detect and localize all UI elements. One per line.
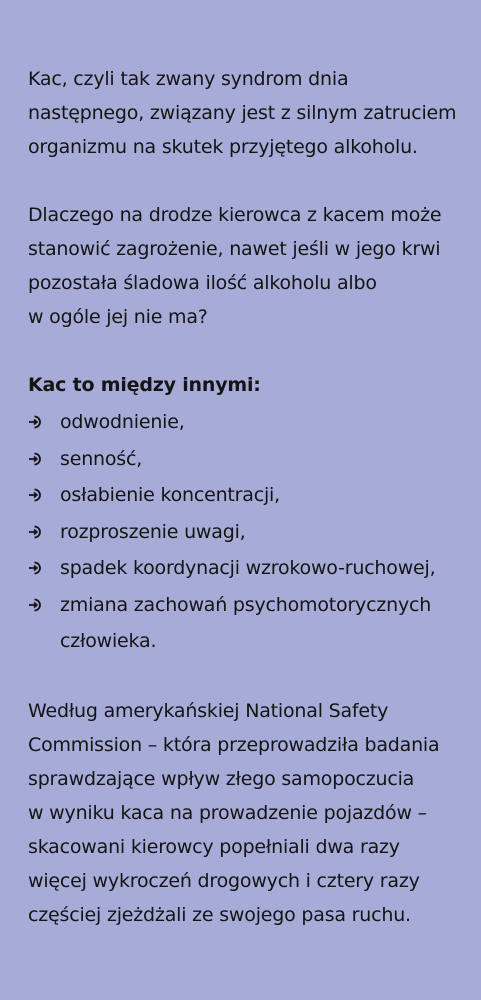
- circled-arrow-right-icon: [28, 488, 42, 502]
- list-heading: Kac to między innymi:: [28, 374, 261, 396]
- text-line: stanowić zagrożenie, nawet jeśli w jego krwi: [28, 238, 441, 260]
- list-item: [28, 477, 461, 514]
- list-item-text: odwodnienie,: [60, 411, 185, 433]
- list-item: [28, 404, 461, 441]
- list-item-text: senność,: [60, 447, 143, 470]
- text-line: w wyniku kaca na prowadzenie pojazdów –: [28, 801, 427, 824]
- intro-paragraph: [28, 62, 461, 164]
- text-line: więcej wykroczeń drogowych i cztery razy: [28, 869, 420, 892]
- circled-arrow-right-icon: [28, 525, 42, 539]
- circled-arrow-right-icon: [28, 561, 42, 575]
- circled-arrow-right-icon: [28, 598, 42, 612]
- text-line: Dlaczego na drodze kierowca z kacem może: [28, 204, 442, 226]
- list-item: [28, 550, 461, 587]
- text-line: organizmu na skutek przyjętego alkoholu.: [28, 136, 418, 158]
- text-line: następnego, związany jest z silnym zatruciem: [28, 102, 457, 124]
- text-line: częściej zjeżdżali ze swojego pasa ruchu.: [28, 903, 411, 926]
- text-line: sprawdzające wpływ złego samopoczucia: [28, 767, 415, 790]
- list-item: [28, 441, 461, 478]
- study-paragraph: [28, 694, 461, 932]
- list-item: [28, 587, 461, 660]
- list-item-text: osłabienie koncentracji,: [60, 484, 280, 506]
- text-line: w ogóle jej nie ma?: [28, 306, 208, 328]
- list-item-text: rozproszenie uwagi,: [60, 520, 246, 543]
- text-line: Według amerykańskiej National Safety: [28, 699, 389, 722]
- text-line: pozostała śladowa ilość alkoholu albo: [28, 272, 377, 294]
- list-item-text: spadek koordynacji wzrokowo-ruchowej,: [60, 557, 436, 579]
- list-item-text: zmiana zachowań psychomotorycznych: [60, 593, 432, 616]
- symptoms-list: [28, 404, 461, 660]
- circled-arrow-right-icon: [28, 415, 42, 429]
- text-line: Kac, czyli tak zwany syndrom dnia: [28, 68, 349, 90]
- text-line: skacowani kierowcy popełniali dwa razy: [28, 835, 400, 858]
- question-paragraph: [28, 198, 461, 334]
- list-item-text: człowieka.: [60, 630, 157, 652]
- circled-arrow-right-icon: [28, 452, 42, 466]
- list-item: [28, 514, 461, 551]
- text-line: Commission – która przeprowadziła badania: [28, 733, 440, 756]
